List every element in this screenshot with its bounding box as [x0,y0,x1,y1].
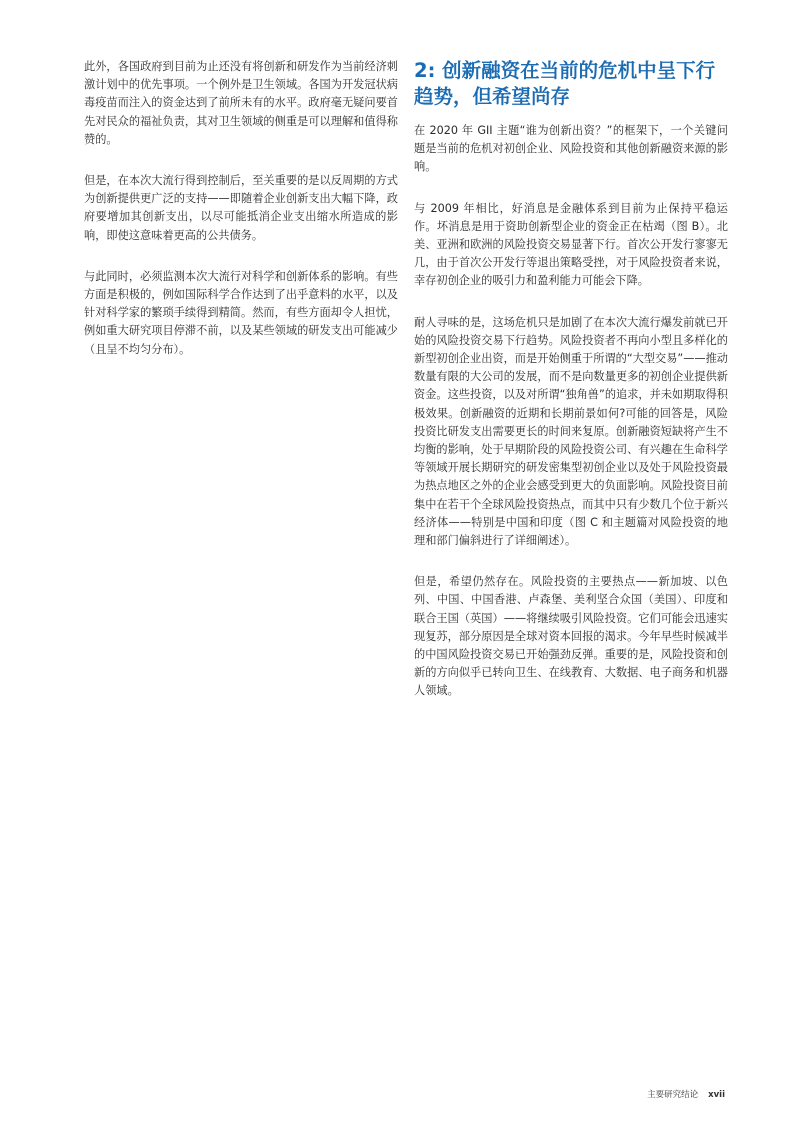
footer-section-label: 主要研究结论 [647,1090,699,1100]
right-column [414,58,728,724]
page-number: xvii [708,1090,725,1100]
body-paragraph: 与 2009 年相比，好消息是金融体系到目前为止保持平稳运作。坏消息是用于资助创新型企业的资金正在枯竭（图 B）。北美、亚洲和欧洲的风险投资交易显著下行。首次公开发行寥寥无几，由于首次公开发行等退出策略受挫，对于风险投资者来说，幸存初创企业的吸引力和盈利能力可能会下降。 [414,201,728,288]
body-paragraph: 但是，在本次大流行得到控制后，至关重要的是以反周期的方式为创新提供更广泛的支持——即随着企业创新支出大幅下降，政府要增加其创新支出，以尽可能抵消企业支出缩水所造成的影响，即使这意味着更高的公共债务。 [84,174,398,242]
body-paragraph: 在 2020 年 GII 主题“谁为创新出资？”的框架下，一个关键问题是当前的危机对初创企业、风险投资和其他创新融资来源的影响。 [414,124,728,174]
page-footer [647,1088,725,1100]
section-heading: 2: 创新融资在当前的危机中呈下行趋势，但希望尚存 [414,59,716,108]
body-paragraph: 此外，各国政府到目前为止还没有将创新和研发作为当前经济刺激计划中的优先事项。一个例外是卫生领域。各国为开发冠状病毒疫苗而注入的资金达到了前所未有的水平。政府毫无疑问要首先对民众的福祉负责，其对卫生领域的侧重是可以理解和值得称赞的。 [84,60,398,146]
body-paragraph: 但是，希望仍然存在。风险投资的主要热点——新加坡、以色列、中国、中国香港、卢森堡、美利坚合众国（美国）、印度和联合王国（英国）——将继续吸引风险投资。它们可能会迅速实现复苏，部分原因是全球对资本回报的渴求。今年早些时候减半的中国风险投资交易已开始强劲反弹。重要的是，风险投资和创新的方向似乎已转向卫生、在线教育、大数据、电子商务和机器人领域。 [414,575,728,698]
body-paragraph: 与此同时，必须监测本次大流行对科学和创新体系的影响。有些方面是积极的，例如国际科学合作达到了出乎意料的水平，以及针对科学家的繁琐手续得到精简。然而，有些方面却令人担忧，例如重大研究项目停滞不前，以及某些领域的研发支出可能减少（且呈不均匀分布）。 [84,269,398,356]
body-paragraph: 耐人寻味的是，这场危机只是加剧了在本次大流行爆发前就已开始的风险投资交易下行趋势。风险投资者不再向小型且多样化的新型初创企业出资，而是开始侧重于所谓的“大型交易”——推动数量有限的大公司的发展，而不是向数量更多的初创企业提供新资金。这些投资，以及对所谓“独角兽”的追求，并未如期取得积极效果。创新融资的近期和长期前景如何?可能的回答是，风险投资比研发支出需要更长的时间来复原。创新融资短缺将产生不均衡的影响，处于早期阶段的风险投资公司、有兴趣在生命科学等领域开展长期研究的研发密集型初创企业以及处于风险投资最为热点地区之外的企业会感受到更大的负面影响。风险投资目前集中在若干个全球风险投资热点，而其中只有少数几个位于新兴经济体——特别是中国和印度（图 C 和主题篇对风险投资的地理和部门偏斜进行了详细阐述）。 [414,315,728,548]
left-column [84,58,398,382]
